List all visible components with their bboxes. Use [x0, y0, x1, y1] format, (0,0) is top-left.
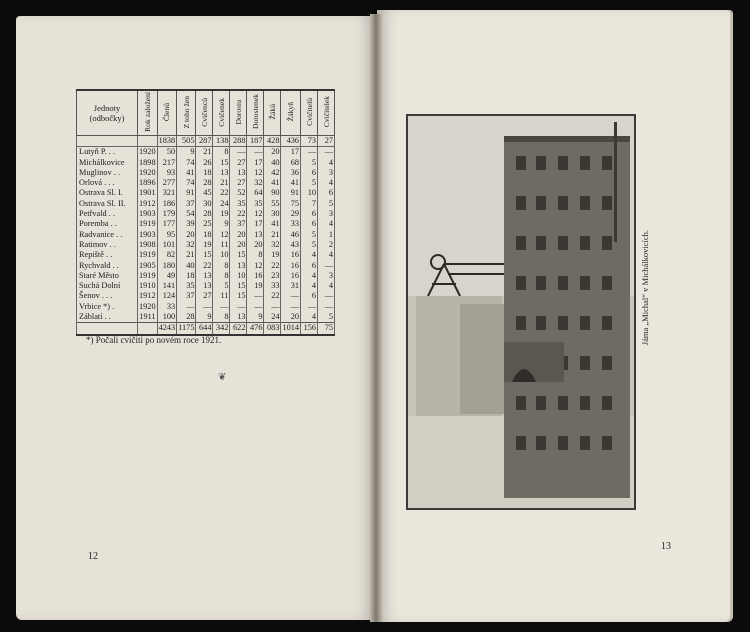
- column-header-label: Cvičitelů: [304, 98, 314, 126]
- table-cell: —: [213, 302, 230, 312]
- table-row: [77, 147, 335, 158]
- table-row: [77, 291, 335, 301]
- table-cell: 1919: [139, 219, 156, 229]
- table-cell: 5: [301, 158, 318, 168]
- table-cell: 20: [230, 230, 247, 240]
- table-cell: 20: [247, 240, 264, 250]
- table-cell: 95: [157, 230, 177, 240]
- table-cell: —: [318, 261, 335, 271]
- table-cell: 13: [230, 168, 247, 178]
- table-cell: 37: [177, 291, 196, 301]
- table-cell: 52: [230, 188, 247, 198]
- row-name-cell: Orlová . . .: [77, 178, 138, 188]
- table-cell: 4: [301, 271, 318, 281]
- table-cell: 22: [230, 209, 247, 219]
- table-cell: 9: [177, 147, 196, 158]
- table-cell: 19: [196, 240, 213, 250]
- table-cell: 40: [177, 261, 196, 271]
- table-row: [77, 281, 335, 291]
- table-cell: 277: [157, 178, 177, 188]
- column-header: [157, 90, 177, 136]
- table-cell: 644: [196, 323, 213, 335]
- table-cell: 1175: [177, 323, 196, 335]
- table-cell: 26: [196, 158, 213, 168]
- column-header: [247, 90, 264, 136]
- table-row: [77, 178, 335, 188]
- table-row: [77, 199, 335, 209]
- table-cell: 16: [281, 250, 301, 260]
- table-cell: 4: [301, 281, 318, 291]
- table-cell: 33: [281, 219, 301, 229]
- table-cell: 3: [318, 271, 335, 281]
- row-name-cell: Michálkovice: [77, 158, 138, 168]
- table-row: [77, 168, 335, 178]
- table-cell: 75: [318, 323, 335, 335]
- table-row: [77, 158, 335, 168]
- table-cell: 4243: [157, 323, 177, 335]
- table-cell: 5: [318, 199, 335, 209]
- table-cell: 6: [301, 219, 318, 229]
- table-cell: 5: [301, 178, 318, 188]
- table-cell: —: [301, 147, 318, 158]
- table-cell: 6: [301, 209, 318, 219]
- table-cell: 43: [281, 240, 301, 250]
- row-name-cell: Poremba . .: [77, 219, 138, 229]
- table-cell: 75: [281, 199, 301, 209]
- table-cell: 33: [157, 302, 177, 312]
- table-cell: 1912: [139, 198, 156, 208]
- table-cell: 6: [301, 261, 318, 271]
- table-cell: 3: [318, 209, 335, 219]
- table-cell: 42: [264, 168, 281, 178]
- row-name-cell: Radvanice . .: [77, 230, 138, 240]
- table-row-totals-bottom: [77, 323, 335, 335]
- table-cell: 41: [281, 178, 301, 188]
- table-cell: 1896: [139, 178, 156, 188]
- table-cell: 4: [318, 281, 335, 291]
- table-cell: 9: [247, 312, 264, 323]
- table-cell: 82: [157, 250, 177, 260]
- table-cell: 15: [213, 158, 230, 168]
- table-cell: 20: [281, 312, 301, 323]
- table-cell: 5: [301, 240, 318, 250]
- table-cell: 24: [213, 199, 230, 209]
- table-cell: —: [177, 302, 196, 312]
- table-row: [77, 250, 335, 260]
- table-cell: 13: [196, 271, 213, 281]
- table-cell: 8: [247, 250, 264, 260]
- row-name-cell: Ostrava Sl. II.: [77, 199, 138, 209]
- row-name-cell: Šenov . . .: [77, 291, 138, 301]
- table-cell: 321: [157, 188, 177, 198]
- table-cell: 32: [264, 240, 281, 250]
- row-name-cell: Lutyň P. . .: [77, 147, 138, 158]
- table-cell: 21: [177, 250, 196, 260]
- table-cell: 1908: [139, 239, 156, 249]
- mine-photo-drawing: [408, 116, 634, 508]
- table-cell: —: [301, 302, 318, 312]
- table-cell: 27: [230, 178, 247, 188]
- table-cell: 41: [264, 219, 281, 229]
- table-row: [77, 230, 335, 240]
- table-cell: 1901: [139, 188, 156, 198]
- table-cell: [138, 136, 158, 147]
- table-cell: 15: [230, 250, 247, 260]
- table-cell: 5: [318, 312, 335, 323]
- table-cell: 15: [230, 291, 247, 301]
- table-cell: 4: [318, 250, 335, 260]
- table-cell: 15: [230, 281, 247, 291]
- table-cell: 7: [301, 199, 318, 209]
- table-cell: 505: [177, 136, 196, 147]
- table-cell: 428: [264, 136, 281, 147]
- table-cell: 4: [318, 158, 335, 168]
- table-cell: 19: [264, 250, 281, 260]
- table-cell: 2: [318, 240, 335, 250]
- table-cell: 1898: [139, 157, 156, 167]
- table-cell: 8: [213, 271, 230, 281]
- table-cell: 8: [213, 312, 230, 323]
- table-cell: 22: [264, 261, 281, 271]
- column-header: [177, 90, 196, 136]
- row-name-cell: Ratimov . .: [77, 240, 138, 250]
- table-cell: [138, 323, 158, 335]
- table-cell: 180: [157, 261, 177, 271]
- column-header-label: Dorostu: [233, 99, 243, 125]
- table-cell: 23: [264, 271, 281, 281]
- table-cell: 101: [157, 240, 177, 250]
- table-cell: 12: [213, 230, 230, 240]
- table-cell: 6: [318, 188, 335, 198]
- table-cell: 19: [213, 209, 230, 219]
- table-cell: 20: [264, 147, 281, 158]
- photo-caption-text: Jáma „Michal“ v Michálkovicích.: [640, 230, 650, 346]
- ornament-icon: ❦: [218, 372, 227, 383]
- table-cell: 22: [264, 291, 281, 301]
- membership-table: [76, 89, 335, 336]
- table-cell: —: [318, 147, 335, 158]
- table-cell: 4: [301, 312, 318, 323]
- table-cell: 9: [196, 312, 213, 323]
- table-cell: 4: [318, 219, 335, 229]
- table-cell: 18: [177, 271, 196, 281]
- table-cell: 49: [157, 271, 177, 281]
- table-cell: 083: [264, 323, 281, 335]
- table-cell: 1910: [139, 281, 156, 291]
- table-cell: 18: [196, 168, 213, 178]
- table-cell: 64: [247, 188, 264, 198]
- column-header: [281, 90, 301, 136]
- table-cell: 13: [230, 312, 247, 323]
- table-cell: 13: [230, 261, 247, 271]
- table-cell: 1838: [158, 136, 176, 145]
- table-cell: 32: [177, 240, 196, 250]
- column-header-label: Žákyň: [286, 102, 296, 122]
- column-header: [301, 90, 318, 136]
- table-cell: 177: [157, 219, 177, 229]
- table-cell: 33: [264, 281, 281, 291]
- table-cell: 1919: [139, 270, 156, 280]
- table-cell: 90: [264, 188, 281, 198]
- table-cell: 17: [281, 147, 301, 158]
- table-cell: 342: [213, 323, 230, 335]
- row-name-cell: [77, 323, 138, 335]
- table-cell: 21: [196, 147, 213, 158]
- table-cell: 1: [318, 230, 335, 240]
- column-header-label: Dorostenek: [250, 94, 260, 130]
- table-cell: 50: [157, 147, 177, 158]
- table-row: [77, 312, 335, 323]
- membership-table-wrap: [76, 89, 348, 336]
- table-cell: 27: [196, 291, 213, 301]
- table-cell: 6: [301, 168, 318, 178]
- table-cell: 622: [230, 323, 247, 335]
- table-cell: 27: [318, 136, 335, 147]
- mine-photograph: [406, 114, 636, 510]
- table-cell: 20: [230, 240, 247, 250]
- table-cell: 141: [157, 281, 177, 291]
- table-cell: 16: [281, 261, 301, 271]
- table-cell: 1920: [139, 301, 156, 311]
- table-cell: 10: [301, 188, 318, 198]
- photo-caption: [640, 230, 654, 390]
- column-header-name: Jednoty (odbočky): [77, 90, 138, 136]
- table-cell: 55: [264, 199, 281, 209]
- table-cell: 35: [230, 199, 247, 209]
- table-cell: 19: [247, 281, 264, 291]
- table-cell: —: [247, 302, 264, 312]
- column-header-label: Členů: [162, 102, 172, 122]
- table-cell: 476: [247, 323, 264, 335]
- table-cell: 25: [196, 219, 213, 229]
- table-cell: 93: [157, 168, 177, 178]
- table-row: [77, 188, 335, 198]
- table-cell: 30: [264, 209, 281, 219]
- table-cell: 4: [301, 250, 318, 260]
- table-cell: 21: [213, 178, 230, 188]
- table-cell: 1903: [139, 209, 156, 219]
- table-cell: 5: [301, 230, 318, 240]
- table-cell: 1911: [139, 312, 156, 322]
- column-header: [138, 90, 158, 136]
- table-cell: 6: [301, 291, 318, 301]
- table-cell: —: [281, 302, 301, 312]
- page-number-right: 13: [661, 541, 671, 552]
- table-cell: —: [247, 147, 264, 158]
- table-cell: 288: [230, 136, 247, 147]
- table-cell: 124: [157, 291, 177, 301]
- column-header: [264, 90, 281, 136]
- table-cell: 1912: [139, 291, 156, 301]
- table-cell: 1920: [139, 147, 156, 157]
- table-cell: 18: [196, 230, 213, 240]
- table-cell: 28: [196, 209, 213, 219]
- table-cell: 29: [281, 209, 301, 219]
- table-cell: —: [264, 302, 281, 312]
- table-cell: —: [281, 291, 301, 301]
- table-row: [77, 302, 335, 312]
- row-name-cell: Muglinov . .: [77, 168, 138, 178]
- table-cell: 17: [247, 158, 264, 168]
- table-cell: 41: [264, 178, 281, 188]
- column-header-label: Cvičitelek: [321, 96, 331, 128]
- table-cell: 10: [213, 250, 230, 260]
- table-cell: 68: [281, 158, 301, 168]
- table-cell: 41: [177, 168, 196, 178]
- book-gutter: [370, 14, 382, 622]
- table-cell: 8: [213, 261, 230, 271]
- table-cell: 74: [177, 178, 196, 188]
- table-cell: 156: [301, 323, 318, 335]
- table-cell: —: [318, 291, 335, 301]
- table-cell: 12: [247, 261, 264, 271]
- table-cell: 20: [177, 230, 196, 240]
- table-cell: 179: [157, 209, 177, 219]
- table-cell: 36: [281, 168, 301, 178]
- table-cell: 436: [281, 136, 301, 147]
- table-cell: —: [230, 147, 247, 158]
- table-cell: 1014: [281, 323, 301, 335]
- column-header: [196, 90, 213, 136]
- table-cell: 5: [213, 281, 230, 291]
- table-cell: 21: [264, 230, 281, 240]
- table-cell: 11: [213, 240, 230, 250]
- table-cell: 3: [318, 168, 335, 178]
- row-name-cell: Petřvald . .: [77, 209, 138, 219]
- table-cell: —: [247, 291, 264, 301]
- table-cell: 287: [196, 136, 213, 147]
- table-cell: 74: [177, 158, 196, 168]
- table-row: [77, 271, 335, 281]
- table-cell: 1920: [139, 167, 156, 177]
- row-name-cell: Suchá Dolní: [77, 281, 138, 291]
- table-cell: 35: [247, 199, 264, 209]
- column-header-label: Žáků: [267, 104, 277, 120]
- table-cell: 91: [177, 188, 196, 198]
- table-cell: 40: [264, 158, 281, 168]
- table-cell: 12: [247, 209, 264, 219]
- table-cell: 73: [301, 136, 318, 147]
- column-header: [318, 90, 335, 136]
- table-row-totals-top: [77, 136, 335, 147]
- table-cell: 1903: [139, 229, 156, 239]
- table-footnote: *) Počali cvičiti po novém roce 1921.: [86, 335, 222, 345]
- table-cell: 35: [177, 281, 196, 291]
- table-cell: 8: [213, 147, 230, 158]
- page-number-left: 12: [88, 551, 98, 562]
- table-row: [77, 219, 335, 229]
- table-cell: 1919: [139, 250, 156, 260]
- table-cell: 187: [247, 136, 264, 147]
- table-cell: 22: [213, 188, 230, 198]
- table-cell: 28: [177, 312, 196, 323]
- table-cell: 138: [213, 136, 230, 147]
- table-header-row: [77, 90, 335, 136]
- table-cell: 91: [281, 188, 301, 198]
- table-cell: 28: [196, 178, 213, 188]
- table-cell: 31: [281, 281, 301, 291]
- table-cell: 4: [318, 178, 335, 188]
- row-name-cell: Rychvald . .: [77, 261, 138, 271]
- table-cell: —: [318, 302, 335, 312]
- table-cell: 45: [196, 188, 213, 198]
- row-name-cell: Záblatí . .: [77, 312, 138, 323]
- table-cell: 22: [196, 261, 213, 271]
- table-cell: 16: [247, 271, 264, 281]
- table-cell: 54: [177, 209, 196, 219]
- table-row: [77, 240, 335, 250]
- table-cell: 16: [281, 271, 301, 281]
- table-cell: 15: [196, 250, 213, 260]
- table-cell: 13: [247, 230, 264, 240]
- table-cell: 12: [247, 168, 264, 178]
- table-row: [77, 261, 335, 271]
- table-cell: 10: [230, 271, 247, 281]
- table-cell: 24: [264, 312, 281, 323]
- table-cell: 32: [247, 178, 264, 188]
- column-header: [230, 90, 247, 136]
- table-cell: —: [196, 302, 213, 312]
- table-cell: —: [230, 302, 247, 312]
- row-name-cell: [77, 136, 138, 147]
- table-cell: 11: [213, 291, 230, 301]
- table-cell: 30: [196, 199, 213, 209]
- table-cell: 1905: [139, 260, 156, 270]
- column-header-label: Cvičenců: [199, 97, 209, 127]
- row-name-cell: Vrbice *) .: [77, 302, 138, 312]
- table-cell: 186: [157, 199, 177, 209]
- column-header-label: Rok založení: [142, 92, 152, 132]
- table-cell: 27: [230, 158, 247, 168]
- table-cell: 37: [230, 219, 247, 229]
- table-cell: 13: [213, 168, 230, 178]
- row-name-cell: Ostrava Sl. I.: [77, 188, 138, 198]
- column-header: [213, 90, 230, 136]
- row-name-cell: Staré Město: [77, 271, 138, 281]
- table-cell: 100: [157, 312, 177, 323]
- table-cell: 46: [281, 230, 301, 240]
- row-name-cell: Repiště . .: [77, 250, 138, 260]
- table-cell: 17: [247, 219, 264, 229]
- table-cell: 217: [157, 158, 177, 168]
- table-cell: 37: [177, 199, 196, 209]
- table-cell: 39: [177, 219, 196, 229]
- column-header-label: Cvičenek: [216, 97, 226, 127]
- table-cell: 9: [213, 219, 230, 229]
- table-row: [77, 209, 335, 219]
- table-cell: 13: [196, 281, 213, 291]
- column-header-label: Z toho žen: [181, 95, 191, 129]
